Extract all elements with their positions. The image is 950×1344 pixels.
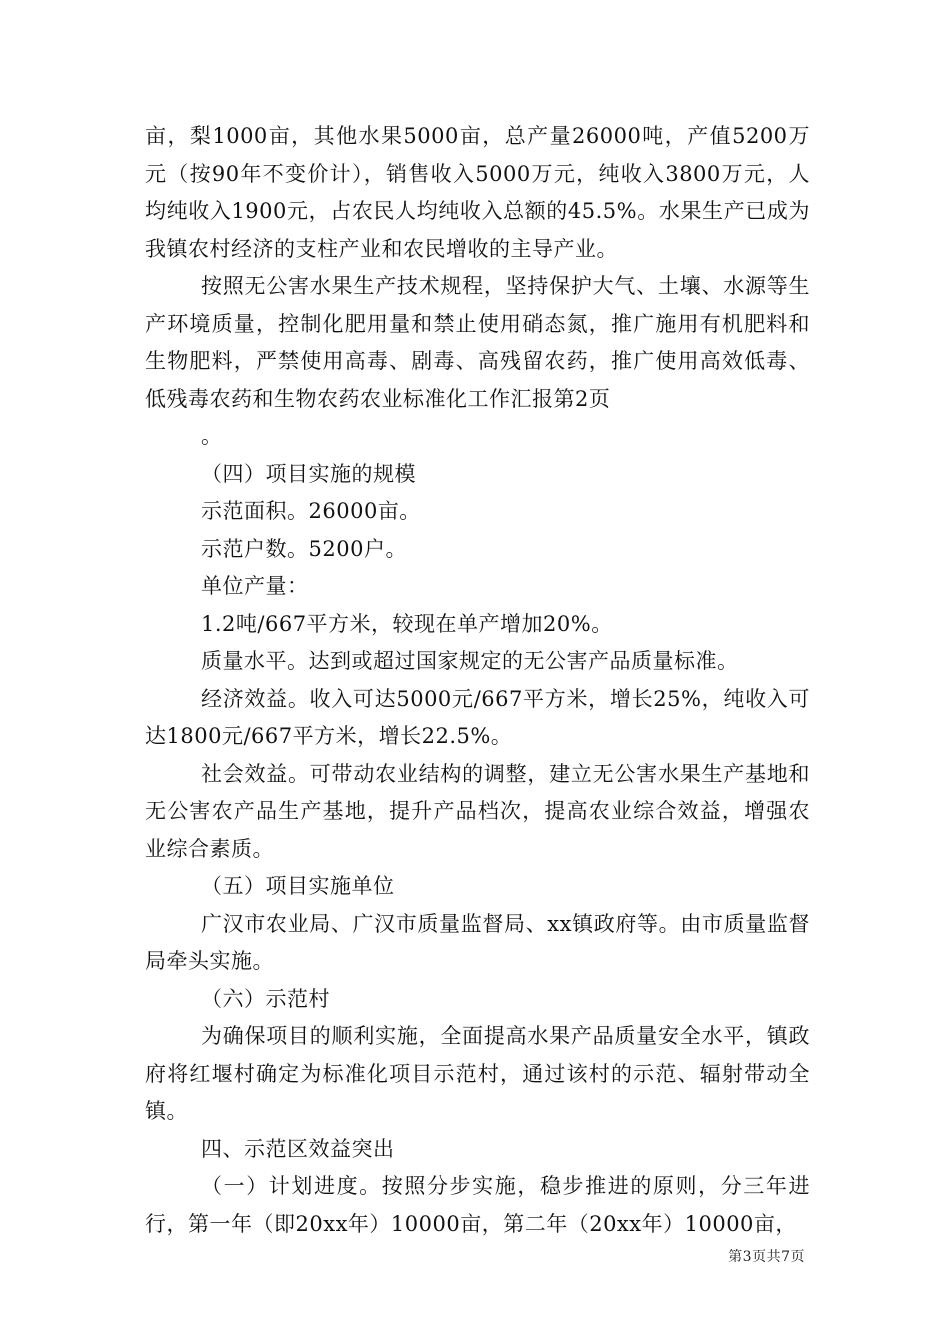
paragraph-economic-benefit: 经济效益。收入可达5000元/667平方米，增长25%，纯收入可达1800元/667平方米，增长22.5%。 bbox=[145, 686, 810, 748]
paragraph-unit-yield-label: 单位产量： bbox=[201, 574, 309, 598]
paragraph-demo-area: 示范面积。26000亩。 bbox=[201, 499, 421, 523]
section-heading-demo-village: （六）示范村 bbox=[201, 986, 330, 1011]
page-number: 第3页共7页 bbox=[728, 1249, 805, 1265]
paragraph-demo-households: 示范户数。5200户。 bbox=[201, 536, 407, 561]
section-heading-implementers: （五）项目实施单位 bbox=[201, 874, 395, 898]
paragraph-quality-level: 质量水平。达到或超过国家规定的无公害产品质量标准。 bbox=[201, 649, 739, 673]
paragraph-unit-yield-value: 1.2吨/667平方米，较现在单产增加20%。 bbox=[201, 611, 613, 636]
paragraph-schedule: （一）计划进度。按照分步实施，稳步推进的原则，分三年进行，第一年（即20xx年）10000亩，第二年（20xx年）10000亩， bbox=[145, 1174, 810, 1236]
paragraph-social-benefit: 社会效益。可带动农业结构的调整，建立无公害水果生产基地和无公害农产品生产基地，提升产品档次，提高农业综合效益，增强农业综合素质。 bbox=[145, 761, 810, 861]
section-heading-scale: （四）项目实施的规模 bbox=[201, 461, 416, 486]
paragraph-production-standards: 按照无公害水果生产技术规程，坚持保护大气、土壤、水源等生产环境质量，控制化肥用量和禁止使用硝态氮，推广施用有机肥料和生物肥料，严禁使用高毒、剧毒、高残留农药，推广使用高效低毒、低残毒农药和生物农药农业标准化工作汇报第2页 bbox=[145, 274, 810, 411]
paragraph-demo-village: 为确保项目的顺利实施，全面提高水果产品质量安全水平，镇政府将红堰村确定为标准化项目示范村，通过该村的示范、辐射带动全镇。 bbox=[145, 1024, 810, 1123]
paragraph-period: 。 bbox=[201, 424, 223, 448]
paragraph-implementers: 广汉市农业局、广汉市质量监督局、xx镇政府等。由市质量监督局牵头实施。 bbox=[145, 911, 810, 973]
section-heading-benefits: 四、示范区效益突出 bbox=[201, 1136, 395, 1161]
paragraph-yield-summary: 亩，梨1000亩，其他水果5000亩，总产量26000吨，产值5200万元（按90年不变价计），销售收入5000万元，纯收入3800万元，人均纯收入1900元，占农民人均纯收入总额的45.5%。水果生产已成为我镇农村经济的支柱产业和农民增收的主导产业。 bbox=[145, 124, 810, 261]
document-body bbox=[145, 118, 810, 1243]
